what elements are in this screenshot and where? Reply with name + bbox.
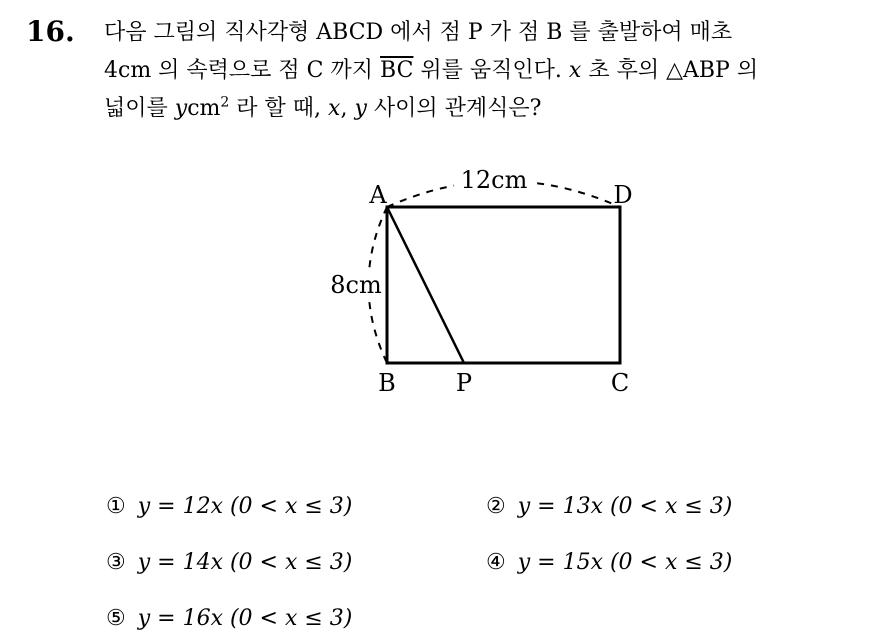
choice-expression: y = 14x (0 < x ≤ 3) bbox=[137, 550, 353, 575]
choice-1[interactable] bbox=[106, 492, 352, 522]
question-line-3-text-c: 사이의 관계식은? bbox=[366, 96, 542, 121]
choice-expression: y = 15x (0 < x ≤ 3) bbox=[517, 550, 733, 575]
question-line-2 bbox=[104, 52, 874, 90]
choice-expression: y = 13x (0 < x ≤ 3) bbox=[517, 494, 733, 519]
question-line-3-text-a: 넓이를 bbox=[104, 96, 175, 121]
top-length-label: 12cm bbox=[460, 166, 528, 194]
point-p-label: P bbox=[455, 369, 473, 397]
rectangle-abcd bbox=[387, 207, 620, 363]
vertex-a-label: A bbox=[369, 181, 387, 209]
choice-expression: y = 16x (0 < x ≤ 3) bbox=[137, 606, 353, 631]
choice-5[interactable] bbox=[106, 604, 352, 634]
variable-x-2: x bbox=[328, 96, 341, 121]
question-line-2-text-b: 위를 움직인다. bbox=[413, 58, 569, 83]
question-line-3 bbox=[104, 90, 874, 128]
question-line-1 bbox=[104, 14, 874, 52]
choice-number: ① bbox=[106, 494, 126, 519]
variable-y-2: y bbox=[354, 96, 367, 121]
vertex-c-label: C bbox=[610, 369, 630, 397]
vertex-d-label: D bbox=[613, 181, 633, 209]
choice-number: ② bbox=[486, 494, 506, 519]
segment-ap bbox=[387, 207, 464, 363]
choice-3[interactable] bbox=[106, 548, 352, 578]
variable-x: x bbox=[568, 58, 582, 83]
choice-4[interactable] bbox=[486, 548, 732, 578]
choice-number: ⑤ bbox=[106, 606, 126, 631]
choice-number: ③ bbox=[106, 550, 126, 575]
question-line-1-text: 다음 그림의 직사각형 ABCD 에서 점 P 가 점 B 를 출발하여 매초 bbox=[104, 20, 733, 45]
variable-y: y bbox=[174, 96, 188, 121]
unit-exponent: 2 bbox=[220, 94, 230, 111]
question-text bbox=[104, 14, 874, 128]
choice-number: ④ bbox=[486, 550, 506, 575]
side-length-label: 8cm bbox=[330, 271, 382, 299]
rectangle-figure bbox=[300, 155, 660, 405]
choice-2[interactable] bbox=[486, 492, 732, 522]
choice-expression: y = 12x (0 < x ≤ 3) bbox=[137, 494, 353, 519]
question-line-2-text-a: 4cm 의 속력으로 점 C 까지 bbox=[104, 58, 380, 83]
question-line-2-text-c: 초 후의 △ABP 의 bbox=[581, 58, 759, 83]
question-line-3-text-b: 라 할 때, bbox=[229, 96, 329, 121]
segment-bc: $\overline{BC}$ bbox=[380, 58, 414, 83]
unit-cm: cm bbox=[187, 96, 221, 121]
problem-number: 16. bbox=[26, 15, 75, 48]
vertex-b-label: B bbox=[378, 369, 396, 397]
comma: , bbox=[340, 96, 355, 121]
